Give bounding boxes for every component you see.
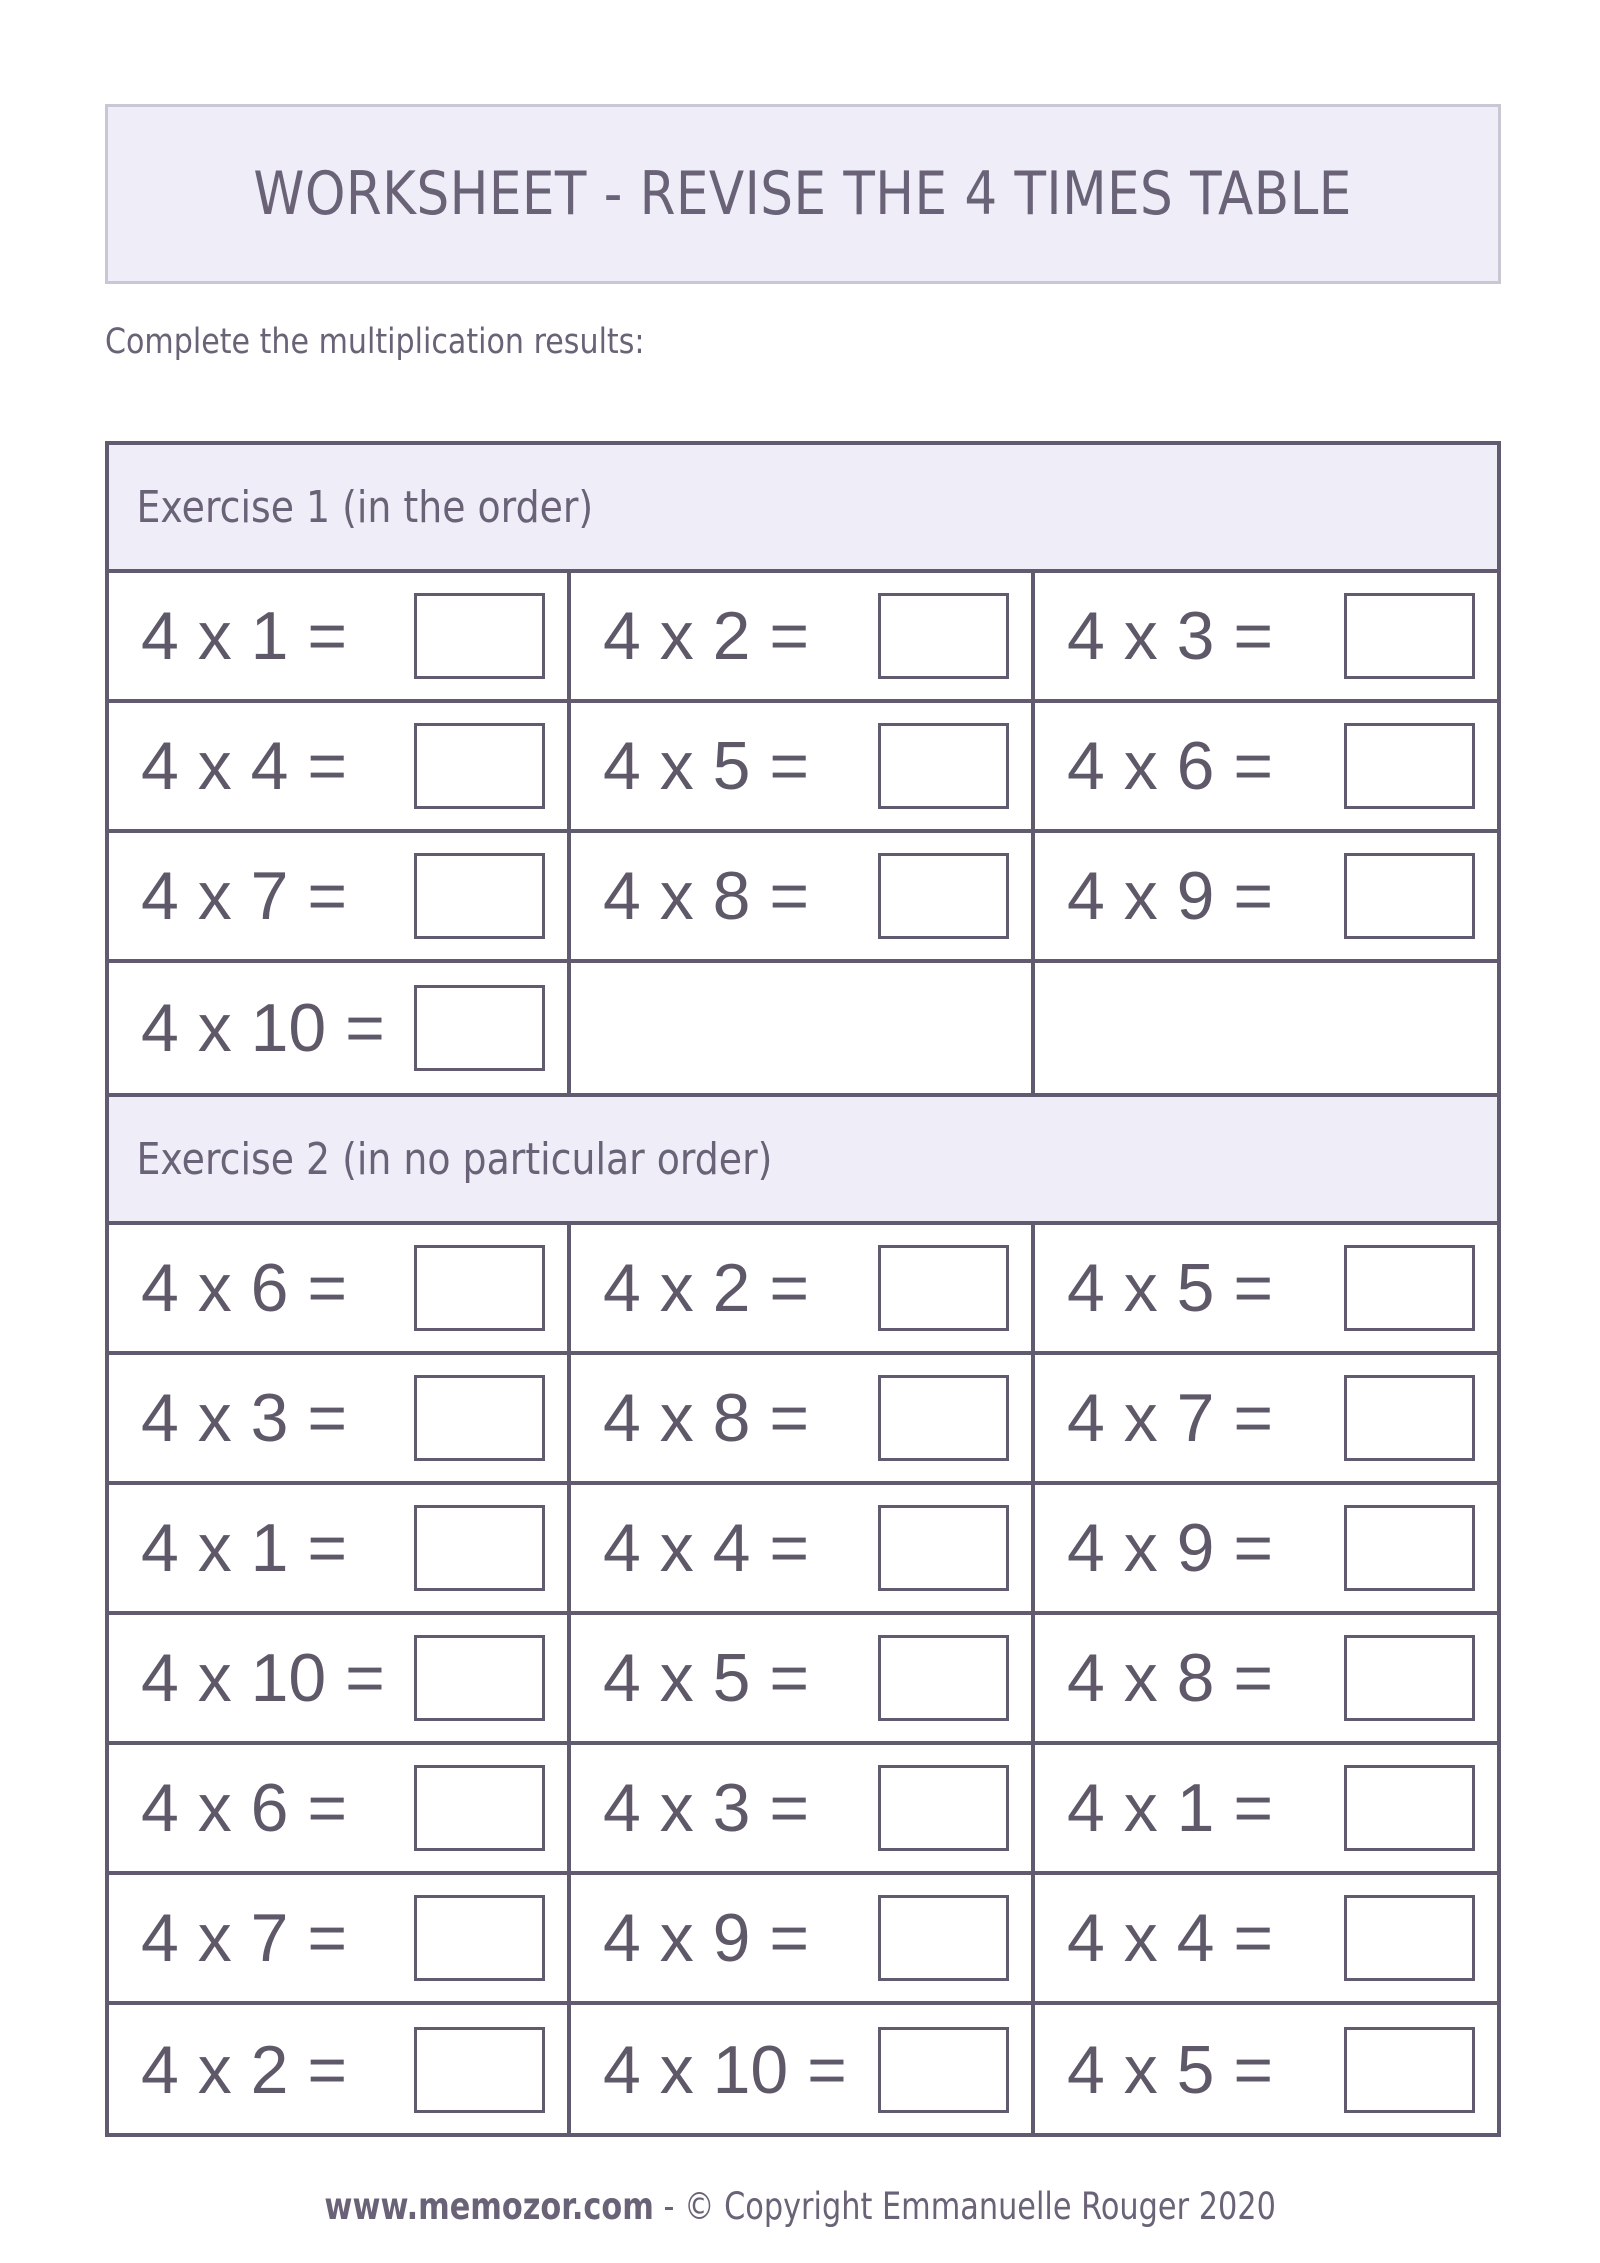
exercise-1-cell (109, 833, 571, 959)
answer-box[interactable] (878, 1245, 1009, 1331)
exercise-2-row (109, 1615, 1497, 1745)
exercise-2-cell (571, 1615, 1035, 1741)
answer-box[interactable] (414, 1895, 545, 1981)
multiplication-expression: 4 x 8 = (1067, 1640, 1274, 1716)
multiplication-expression: 4 x 7 = (141, 1900, 348, 1976)
answer-box[interactable] (414, 1245, 545, 1331)
answer-box[interactable] (878, 1375, 1009, 1461)
exercise-1-cell (109, 703, 571, 829)
exercise-2-label: Exercise 2 (in no particular order) (136, 1133, 773, 1185)
answer-box[interactable] (878, 1635, 1009, 1721)
exercise-1-header (109, 445, 1497, 573)
exercise-1-cell (571, 703, 1035, 829)
exercise-2-cell (1035, 2005, 1497, 2135)
exercise-2-cell (109, 1485, 571, 1611)
multiplication-expression: 4 x 9 = (1067, 858, 1274, 934)
exercise-1-cell (1035, 573, 1497, 699)
multiplication-expression: 4 x 10 = (141, 1640, 385, 1716)
multiplication-expression: 4 x 2 = (603, 1250, 810, 1326)
multiplication-expression: 4 x 6 = (141, 1770, 348, 1846)
exercise-2-cell (109, 2005, 571, 2135)
answer-box[interactable] (414, 1375, 545, 1461)
exercise-2-row (109, 1745, 1497, 1875)
exercise-1-cell (571, 963, 1035, 1093)
answer-box[interactable] (878, 1505, 1009, 1591)
exercise-2-row (109, 1225, 1497, 1355)
exercise-1-cell (109, 963, 571, 1093)
multiplication-expression: 4 x 2 = (141, 2032, 348, 2108)
answer-box[interactable] (414, 593, 545, 679)
exercise-2-cell (571, 1875, 1035, 2001)
answer-box[interactable] (1344, 1245, 1475, 1331)
exercise-2-cell (1035, 1485, 1497, 1611)
exercise-2-grid (109, 1225, 1497, 2135)
multiplication-expression: 4 x 4 = (141, 728, 348, 804)
answer-box[interactable] (878, 723, 1009, 809)
multiplication-expression: 4 x 6 = (1067, 728, 1274, 804)
instruction-text: Complete the multiplication results: (105, 322, 645, 362)
answer-box[interactable] (414, 2027, 545, 2113)
footer-site-link[interactable]: www.memozor.com (324, 2185, 654, 2228)
answer-box[interactable] (414, 1505, 545, 1591)
exercise-1-cell (1035, 703, 1497, 829)
multiplication-expression: 4 x 8 = (603, 1380, 810, 1456)
multiplication-expression: 4 x 4 = (1067, 1900, 1274, 1976)
exercise-2-cell (571, 1745, 1035, 1871)
exercise-2-cell (109, 1225, 571, 1351)
answer-box[interactable] (1344, 1765, 1475, 1851)
exercise-1-grid (109, 573, 1497, 1093)
footer-separator: - (653, 2185, 684, 2228)
multiplication-expression: 4 x 9 = (1067, 1510, 1274, 1586)
exercise-2-cell (571, 1225, 1035, 1351)
answer-box[interactable] (1344, 593, 1475, 679)
answer-box[interactable] (878, 1895, 1009, 1981)
multiplication-expression: 4 x 6 = (141, 1250, 348, 1326)
exercise-2-row (109, 2005, 1497, 2135)
exercise-1-row (109, 963, 1497, 1093)
multiplication-expression: 4 x 8 = (603, 858, 810, 934)
exercise-2-cell (1035, 1615, 1497, 1741)
exercise-2-cell (109, 1745, 571, 1871)
answer-box[interactable] (878, 1765, 1009, 1851)
multiplication-expression: 4 x 2 = (603, 598, 810, 674)
multiplication-expression: 4 x 7 = (1067, 1380, 1274, 1456)
answer-box[interactable] (1344, 1635, 1475, 1721)
answer-box[interactable] (878, 853, 1009, 939)
answer-box[interactable] (878, 2027, 1009, 2113)
multiplication-expression: 4 x 1 = (141, 1510, 348, 1586)
exercise-2-row (109, 1485, 1497, 1615)
exercise-1-row (109, 573, 1497, 703)
exercise-2-cell (1035, 1355, 1497, 1481)
exercise-2-cell (571, 2005, 1035, 2135)
exercise-2-cell (571, 1355, 1035, 1481)
answer-box[interactable] (1344, 1895, 1475, 1981)
answer-box[interactable] (414, 853, 545, 939)
multiplication-expression: 4 x 5 = (603, 1640, 810, 1716)
worksheet-table (105, 441, 1501, 2137)
exercise-2-cell (1035, 1875, 1497, 2001)
exercise-2-cell (571, 1485, 1035, 1611)
exercise-2-cell (109, 1615, 571, 1741)
multiplication-expression: 4 x 3 = (141, 1380, 348, 1456)
multiplication-expression: 4 x 4 = (603, 1510, 810, 1586)
answer-box[interactable] (414, 985, 545, 1071)
answer-box[interactable] (414, 723, 545, 809)
exercise-1-row (109, 703, 1497, 833)
multiplication-expression: 4 x 7 = (141, 858, 348, 934)
exercise-2-cell (1035, 1745, 1497, 1871)
exercise-1-label: Exercise 1 (in the order) (136, 481, 594, 533)
exercise-1-row (109, 833, 1497, 963)
exercise-1-cell (1035, 833, 1497, 959)
multiplication-expression: 4 x 10 = (603, 2032, 847, 2108)
page-title: WORKSHEET - REVISE THE 4 TIMES TABLE (253, 159, 1353, 229)
answer-box[interactable] (414, 1765, 545, 1851)
footer (0, 2185, 1600, 2228)
exercise-1-cell (571, 573, 1035, 699)
multiplication-expression: 4 x 3 = (1067, 598, 1274, 674)
exercise-2-cell (109, 1875, 571, 2001)
footer-copyright: © Copyright Emmanuelle Rouger 2020 (683, 2185, 1276, 2228)
exercise-2-row (109, 1355, 1497, 1485)
multiplication-expression: 4 x 1 = (141, 598, 348, 674)
title-banner (105, 104, 1501, 284)
answer-box[interactable] (1344, 2027, 1475, 2113)
exercise-2-header (109, 1093, 1497, 1225)
answer-box[interactable] (878, 593, 1009, 679)
multiplication-expression: 4 x 5 = (1067, 1250, 1274, 1326)
exercise-2-cell (1035, 1225, 1497, 1351)
multiplication-expression: 4 x 3 = (603, 1770, 810, 1846)
exercise-1-cell (109, 573, 571, 699)
multiplication-expression: 4 x 10 = (141, 990, 385, 1066)
answer-box[interactable] (1344, 723, 1475, 809)
multiplication-expression: 4 x 5 = (1067, 2032, 1274, 2108)
answer-box[interactable] (1344, 1505, 1475, 1591)
answer-box[interactable] (1344, 1375, 1475, 1461)
exercise-2-row (109, 1875, 1497, 2005)
multiplication-expression: 4 x 5 = (603, 728, 810, 804)
answer-box[interactable] (414, 1635, 545, 1721)
multiplication-expression: 4 x 1 = (1067, 1770, 1274, 1846)
answer-box[interactable] (1344, 853, 1475, 939)
exercise-1-cell (1035, 963, 1497, 1093)
exercise-2-cell (109, 1355, 571, 1481)
exercise-1-cell (571, 833, 1035, 959)
multiplication-expression: 4 x 9 = (603, 1900, 810, 1976)
